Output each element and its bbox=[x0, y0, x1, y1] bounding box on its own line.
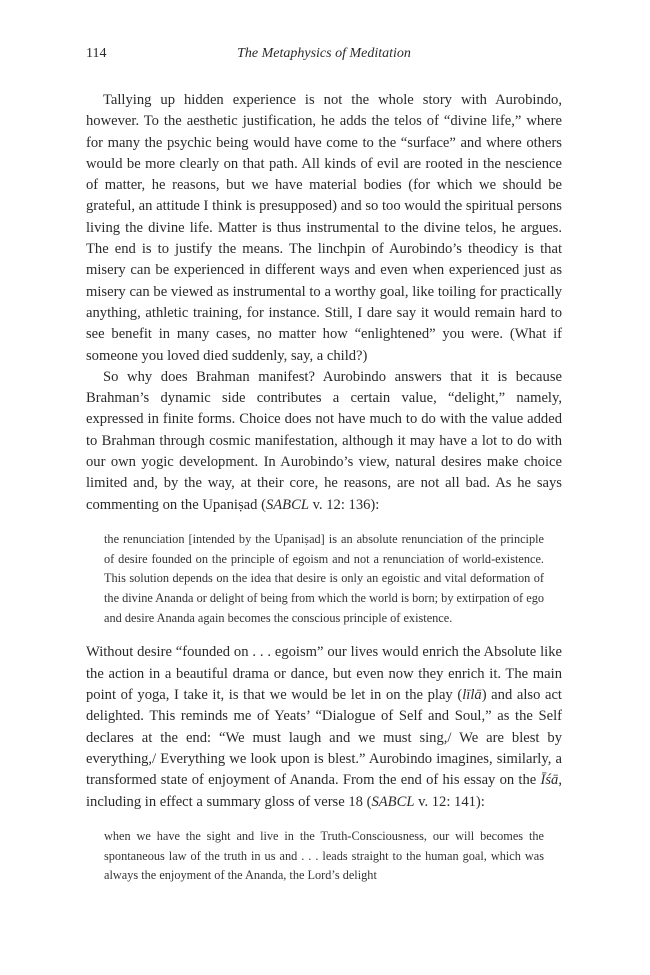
citation-sabcl: SABCL bbox=[265, 496, 309, 513]
paragraph-3 bbox=[86, 642, 562, 812]
block-quote-1: the renunciation [intended by the Upaniṣad] is an absolute renunciation of the principle of desire founded on the principle of egoism and not a renunciation of world-existence. This solution depends on the idea that desire is only an egoistic and vital deformation of the divine Ananda or delight of being from which the world is born; by extirpation of ego and desire Ananda again becomes the conscious principle of existence. bbox=[104, 531, 544, 625]
paragraph-3-text-d: v. 12: 141): bbox=[414, 793, 485, 810]
paragraph-2-text-b: v. 12: 136): bbox=[308, 496, 380, 513]
paragraph-3-text-c: , including in effect a summary gloss of verse 18 ( bbox=[86, 772, 562, 810]
page-number: 114 bbox=[86, 46, 107, 61]
paragraph-3-text-a: Without desire “founded on . . . egoism” our lives would enrich the Absolute like the action in a beautiful drama or dance, but even now they enrich it. The main point of yoga, I take it, is that we would be let in on the play ( bbox=[86, 644, 562, 704]
paragraph-3-text-b: ) and also act delighted. This reminds me of Yeats’ “Dialogue of Self and Soul,” as the Self declares at the end: “We must laugh and we must sing,/ We are blest by everything,/ Everything we look upon is blest.” Aurobindo imagines, similarly, a transformed state of enjoyment of Ananda. From the end of his essay on the bbox=[86, 687, 562, 789]
body-text bbox=[86, 90, 562, 886]
title-isa: Īśā bbox=[540, 772, 559, 789]
citation-sabcl-2: SABCL bbox=[371, 793, 415, 810]
running-title: The Metaphysics of Meditation bbox=[237, 46, 411, 61]
paragraph-1: Tallying up hidden experience is not the whole story with Aurobindo, however. To the aesthetic justification, he adds the telos of “divine life,” where for many the psychic being would have come to the “surface” and where others would be more clearly on that path. All kinds of evil are rooted in the nescience of matter, he reasons, but we have material bodies (for which we should be grateful, an attitude I think is presupposed) and so too would the spiritual persons living the divine life. Matter is thus instrumental to the divine telos, he argues. The end is to justify the means. The linchpin of Aurobindo’s theodicy is that misery can be experienced in different ways and even when experienced just as misery can be viewed as instrumental to a worthy goal, like toiling for practically anything, athletic training, for instance. Still, I dare say it would remain hard to see benefit in many cases, no matter how “enlightened” you were. (What if someone you loved died suddenly, say, a child?) bbox=[86, 92, 562, 364]
running-head bbox=[86, 46, 562, 66]
paragraph-2 bbox=[86, 367, 562, 516]
term-lila: līlā bbox=[462, 687, 482, 704]
paragraph-2-text-a: So why does Brahman manifest? Aurobindo answers that it is because Brahman’s dynamic side contributes a certain value, “delight,” namely, expressed in finite forms. Choice does not have much to do with the value added to Brahman through cosmic manifestation, although it may have a lot to do with our own yogic development. In Aurobindo’s view, natural desires make choice limited and, by the way, at their core, he reasons, are not all bad. As he says commenting on the Upaniṣad ( bbox=[86, 368, 562, 513]
block-quote-2: when we have the sight and live in the Truth-Consciousness, our will becomes the spontaneous law of the truth in us and . . . leads straight to the human goal, which was always the enjoyment of the Ananda, the Lord’s delight bbox=[104, 828, 544, 883]
